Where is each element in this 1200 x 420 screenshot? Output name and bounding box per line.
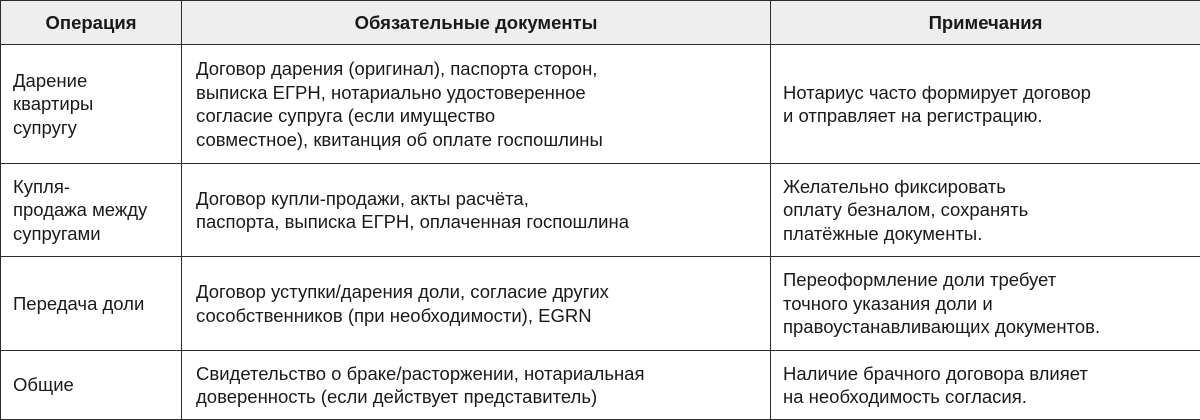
table-row	[1, 351, 1200, 420]
cell-line: продажа между	[13, 198, 171, 222]
notes-cell	[771, 45, 1200, 164]
cell-line: Купля-	[13, 175, 171, 199]
notes-cell	[771, 257, 1200, 351]
cell-line: Переоформление доли требует	[783, 268, 1190, 292]
notes-cell	[771, 351, 1200, 420]
cell-line: Нотариус часто формирует договор	[783, 81, 1190, 105]
cell-line: оплату безналом, сохранять	[783, 198, 1190, 222]
cell-line: на необходимость согласия.	[783, 385, 1190, 409]
cell-line: совместное), квитанция об оплате госпошлины	[196, 128, 760, 152]
operation-cell	[1, 257, 182, 351]
table-row	[1, 257, 1200, 351]
header-documents: Обязательные документы	[182, 1, 771, 45]
cell-line: Передача доли	[13, 292, 171, 316]
table-row	[1, 164, 1200, 257]
cell-line: и отправляет на регистрацию.	[783, 104, 1190, 128]
cell-line: согласие супруга (если имущество	[196, 104, 760, 128]
table-row	[1, 45, 1200, 164]
cell-line: Желательно фиксировать	[783, 175, 1190, 199]
header-notes: Примечания	[771, 1, 1200, 45]
cell-line: Свидетельство о браке/расторжении, нотариальная	[196, 362, 760, 386]
cell-line: супругами	[13, 222, 171, 246]
cell-line: супругу	[13, 116, 171, 140]
cell-line: платёжные документы.	[783, 222, 1190, 246]
cell-line: выписка ЕГРН, нотариально удостоверенное	[196, 81, 760, 105]
documents-cell	[182, 257, 771, 351]
cell-line: Дарение	[13, 69, 171, 93]
cell-line: Договор дарения (оригинал), паспорта сторон,	[196, 57, 760, 81]
operation-cell	[1, 45, 182, 164]
cell-line: Договор уступки/дарения доли, согласие других	[196, 280, 760, 304]
cell-line: Договор купли-продажи, акты расчёта,	[196, 187, 760, 211]
documents-cell	[182, 164, 771, 257]
operation-cell	[1, 164, 182, 257]
cell-line: точного указания доли и	[783, 292, 1190, 316]
notes-cell	[771, 164, 1200, 257]
cell-line: паспорта, выписка ЕГРН, оплаченная госпошлина	[196, 210, 760, 234]
cell-line: квартиры	[13, 92, 171, 116]
header-operation: Операция	[1, 1, 182, 45]
header-row	[1, 1, 1200, 45]
documents-cell	[182, 351, 771, 420]
cell-line: Общие	[13, 373, 171, 397]
cell-line: сособственников (при необходимости), EGRN	[196, 304, 760, 328]
operation-cell	[1, 351, 182, 420]
cell-line: правоустанавливающих документов.	[783, 315, 1190, 339]
documents-cell	[182, 45, 771, 164]
cell-line: доверенность (если действует представитель)	[196, 385, 760, 409]
cell-line: Наличие брачного договора влияет	[783, 362, 1190, 386]
